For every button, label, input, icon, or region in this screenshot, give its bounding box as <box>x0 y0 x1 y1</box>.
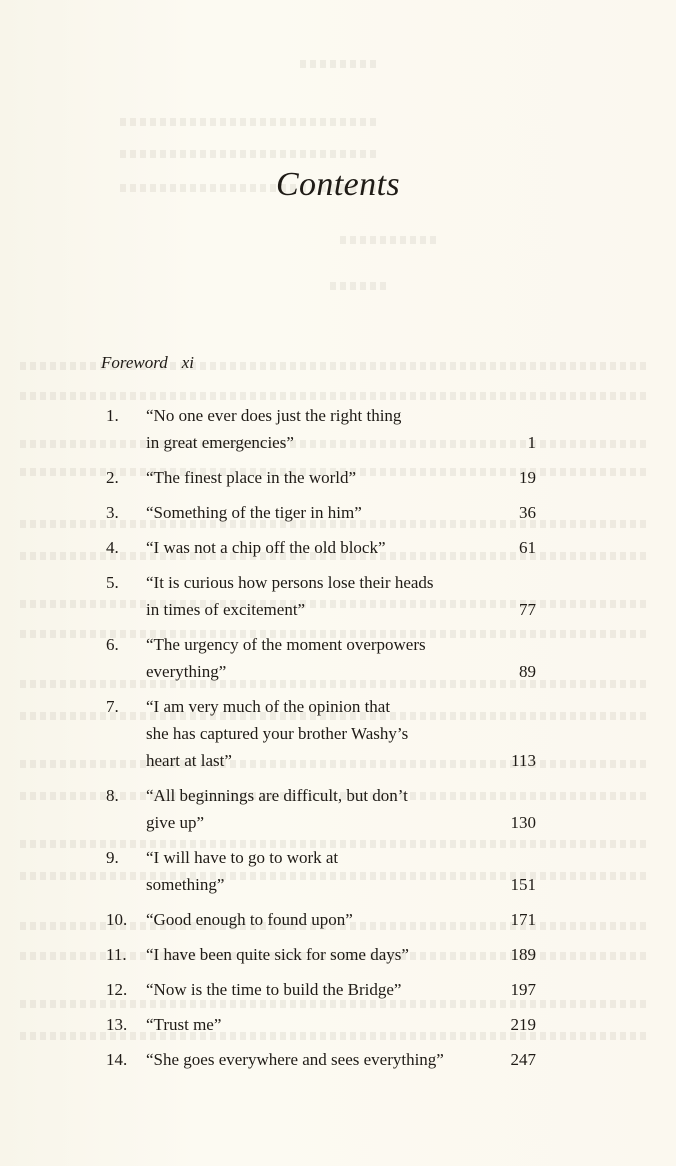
chapter-title <box>146 844 486 898</box>
chapter-title <box>146 534 486 561</box>
toc-entry <box>0 631 676 685</box>
chapter-page-number: 1 <box>527 433 536 452</box>
toc-entry <box>0 499 676 526</box>
chapter-title <box>146 402 486 456</box>
chapter-number: 2. <box>106 468 119 487</box>
chapter-title-line: something” <box>146 875 225 894</box>
chapter-title-line: in great emergencies” <box>146 433 294 452</box>
chapter-title-line: heart at last” <box>146 751 232 770</box>
chapter-title-line: “I will have to go to work at <box>146 848 339 867</box>
chapter-title <box>146 631 486 685</box>
chapter-number: 6. <box>106 635 119 654</box>
chapter-title-line: “The urgency of the moment overpowers <box>146 635 426 654</box>
chapter-number: 13. <box>106 1015 128 1034</box>
toc-entry <box>0 906 676 933</box>
chapter-number: 5. <box>106 573 119 592</box>
chapter-page-number: 197 <box>510 980 536 999</box>
table-of-contents <box>0 402 676 1081</box>
toc-entry <box>0 976 676 1003</box>
chapter-title <box>146 906 486 933</box>
chapter-page-number: 77 <box>519 600 536 619</box>
chapter-title-line: “It is curious how persons lose their heads <box>146 573 434 592</box>
chapter-number: 3. <box>106 503 119 522</box>
chapter-number: 1. <box>106 406 119 425</box>
chapter-number: 11. <box>106 945 127 964</box>
chapter-number: 7. <box>106 697 119 716</box>
toc-entry <box>0 941 676 968</box>
toc-entry <box>0 534 676 561</box>
toc-entry <box>0 782 676 836</box>
toc-entry <box>0 693 676 774</box>
chapter-title-line: “I am very much of the opinion that <box>146 697 391 716</box>
chapter-page-number: 61 <box>519 538 536 557</box>
foreword-label: Foreword <box>101 353 168 372</box>
chapter-page-number: 171 <box>510 910 536 929</box>
toc-entry <box>0 1011 676 1038</box>
chapter-number: 12. <box>106 980 128 999</box>
chapter-title-line: everything” <box>146 662 227 681</box>
chapter-page-number: 113 <box>511 751 536 770</box>
chapter-page-number: 247 <box>510 1050 536 1069</box>
chapter-title-line: “Something of the tiger in him” <box>146 503 362 522</box>
foreword-entry <box>101 353 194 373</box>
chapter-title-line: “The finest place in the world” <box>146 468 357 487</box>
chapter-title <box>146 499 486 526</box>
chapter-number: 4. <box>106 538 119 557</box>
chapter-title-line: “Now is the time to build the Bridge” <box>146 980 402 999</box>
toc-entry <box>0 844 676 898</box>
chapter-title-line: she has captured your brother Washy’s <box>146 724 409 743</box>
chapter-title-line: “I have been quite sick for some days” <box>146 945 409 964</box>
chapter-title <box>146 941 486 968</box>
foreword-page-number: xi <box>181 353 195 372</box>
toc-entry <box>0 464 676 491</box>
page-title: Contents <box>275 166 401 203</box>
toc-entry <box>0 1046 676 1073</box>
chapter-title-line: “Trust me” <box>146 1015 222 1034</box>
chapter-number: 8. <box>106 786 119 805</box>
toc-entry <box>0 569 676 623</box>
chapter-title-line: “She goes everywhere and sees everything” <box>146 1050 444 1069</box>
toc-entry <box>0 402 676 456</box>
chapter-number: 10. <box>106 910 128 929</box>
chapter-page-number: 36 <box>519 503 536 522</box>
chapter-title <box>146 693 486 774</box>
chapter-title-line: in times of excitement” <box>146 600 306 619</box>
chapter-page-number: 189 <box>510 945 536 964</box>
chapter-title-line: “Good enough to found upon” <box>146 910 353 929</box>
chapter-title-line: “All beginnings are difficult, but don’t <box>146 786 408 805</box>
chapter-number: 14. <box>106 1050 128 1069</box>
chapter-title <box>146 464 486 491</box>
chapter-title <box>146 569 486 623</box>
chapter-title-line: “I was not a chip off the old block” <box>146 538 386 557</box>
chapter-title <box>146 1011 486 1038</box>
chapter-title-line: “No one ever does just the right thing <box>146 406 402 425</box>
chapter-page-number: 89 <box>519 662 536 681</box>
chapter-page-number: 19 <box>519 468 536 487</box>
chapter-page-number: 219 <box>510 1015 536 1034</box>
chapter-page-number: 151 <box>510 875 536 894</box>
chapter-title <box>146 782 486 836</box>
chapter-title <box>146 976 486 1003</box>
chapter-page-number: 130 <box>510 813 536 832</box>
chapter-title <box>146 1046 486 1073</box>
chapter-title-line: give up” <box>146 813 205 832</box>
chapter-number: 9. <box>106 848 119 867</box>
